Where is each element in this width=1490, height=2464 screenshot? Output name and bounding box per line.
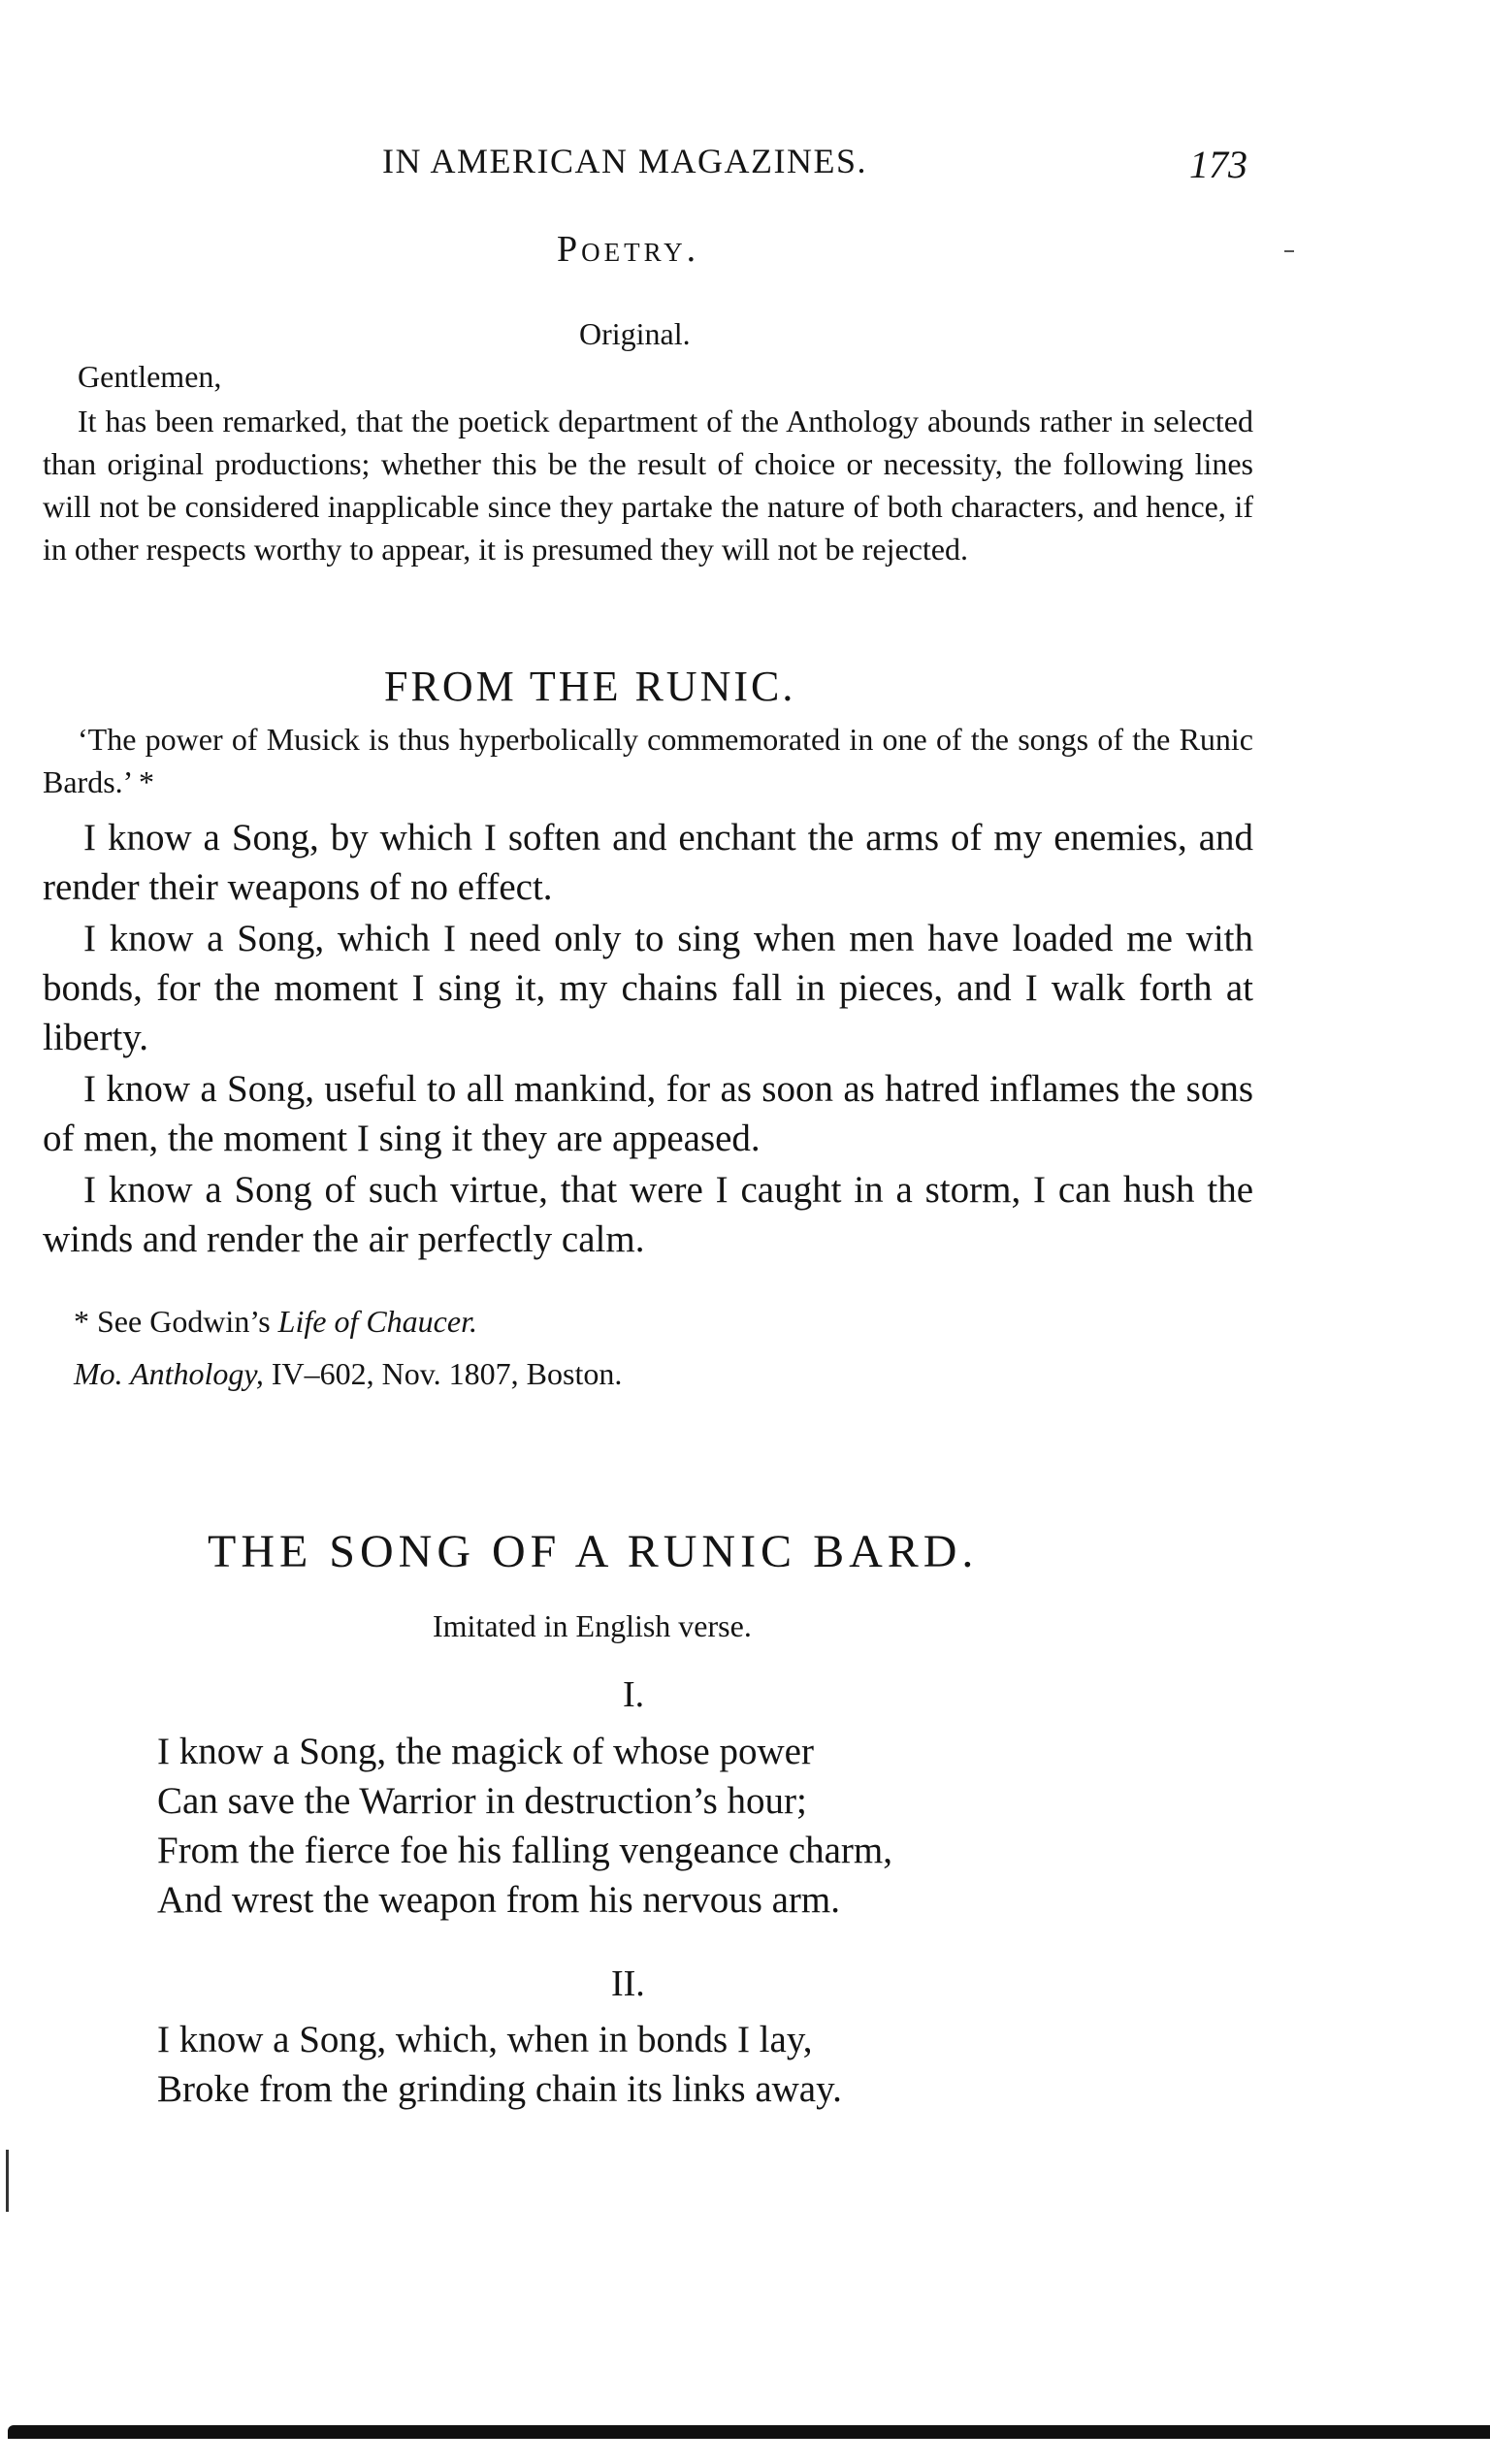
stanza-1 — [157, 1727, 892, 1925]
letter-body: It has been remarked, that the poetick department of the Anthology abounds rather in selected than original productions; whether this be the result of choice or necessity, the following lines will not be considered inapplicable since they partake the nature of both characters, and hence, if in other respects worthy to appear, it is presumed they will not be rejected. — [43, 404, 1253, 567]
stanza-number: II. — [611, 1963, 645, 2004]
runic-paragraph: I know a Song, which I need only to sing when men have loaded me with bonds, for the moment I sing it, my chains fall in pieces, and I walk forth at liberty. — [43, 918, 1253, 1058]
source-details: IV–602, Nov. 1807, Boston. — [263, 1356, 623, 1391]
verse-line: Can save the Warrior in destruction’s hour; — [157, 1780, 807, 1822]
running-head: IN AMERICAN MAGAZINES. — [382, 142, 867, 180]
stanza-number: I. — [623, 1674, 645, 1715]
runic-title: FROM THE RUNIC. — [384, 663, 796, 710]
verse-line: I know a Song, which, when in bonds I lay, — [157, 2019, 813, 2060]
verse-line: And wrest the weapon from his nervous arm. — [157, 1879, 840, 1921]
verse-line: I know a Song, the magick of whose power — [157, 1731, 814, 1772]
footnote-prefix: * See Godwin’s — [74, 1304, 278, 1339]
runic-paragraph: I know a Song of such virtue, that were I caught in a storm, I can hush the winds and render the air perfectly calm. — [43, 1169, 1253, 1260]
runic-paragraph: I know a Song, useful to all mankind, for as soon as hatred inflames the sons of men, the moment I sing it they are appeased. — [43, 1068, 1253, 1159]
verse-line: From the fierce foe his falling vengeance charm, — [157, 1830, 893, 1871]
song-title: THE SONG OF A RUNIC BARD. — [208, 1526, 979, 1577]
page-edge-shadow — [8, 2425, 1490, 2439]
section-subtitle: Original. — [579, 316, 691, 351]
source-journal: Mo. Anthology, — [74, 1356, 264, 1391]
footnote-title: Life of Chaucer. — [277, 1304, 477, 1339]
footnote — [74, 1306, 477, 1337]
margin-dash — [1284, 250, 1294, 252]
verse-line: Broke from the grinding chain its links away. — [157, 2068, 842, 2110]
song-subtitle: Imitated in English verse. — [433, 1608, 752, 1643]
runic-paragraph: I know a Song, by which I soften and enchant the arms of my enemies, and render their weapons of no effect. — [43, 817, 1253, 908]
section-title: Poetry. — [557, 229, 700, 270]
runic-quote: ‘The power of Musick is thus hyperbolically commemorated in one of the songs of the Runic Bards.’ * — [43, 722, 1253, 799]
letter-salutation: Gentlemen, — [78, 359, 222, 394]
margin-mark — [6, 2150, 9, 2212]
source-citation — [74, 1358, 622, 1389]
stanza-2 — [157, 2015, 842, 2114]
page-number: 173 — [1189, 143, 1247, 186]
